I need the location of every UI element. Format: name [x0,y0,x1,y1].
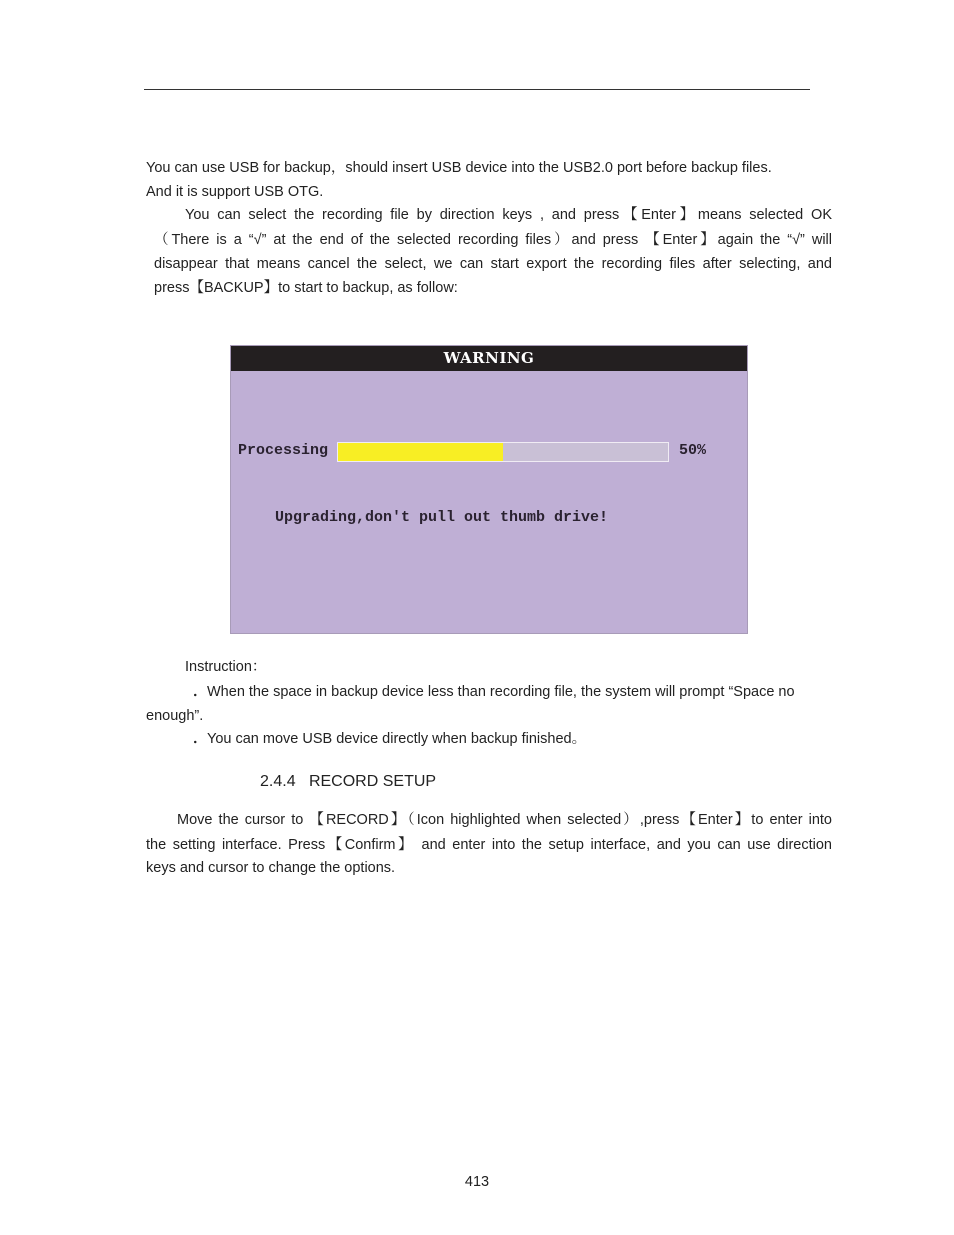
instruction-item-2 [193,727,586,751]
bullet-1: ． [193,684,208,700]
dialog-title: WARNING [231,346,747,371]
section-number: 2.4.4 [260,773,296,790]
page-number: 413 [464,1174,490,1190]
intro-paragraph-line-1: You can select the recording file by direction keys , and press【Enter】means selected OK [185,207,832,223]
progress-percent: 50% [679,442,707,459]
processing-label: Processing [238,442,329,459]
instruction-item-2-text: You can move USB device directly when backup finished。 [207,731,587,747]
instruction-item-1-text: When the space in backup device less than recording file, the system will prompt “Space no [207,684,795,700]
instruction-item-1 [193,680,795,704]
section-title: RECORD SETUP [308,773,437,790]
instruction-item-1-cont: enough”. [146,708,204,724]
intro-line-2: And it is support USB OTG. [146,184,324,200]
dialog-message: Upgrading,don't pull out thumb drive! [275,509,609,526]
intro-paragraph-line-4: press【BACKUP】to start to backup, as follow: [154,280,458,296]
header-rule [144,89,810,90]
intro-paragraph-line-2: （There is a “√” at the end of the selected recording files）and press 【Enter】again the “√” will [154,232,832,248]
section-line-1: Move the cursor to 【RECORD】（Icon highlighted when selected）,press【Enter】to enter into [177,812,832,828]
section-heading [260,770,436,794]
section-line-3: keys and cursor to change the options. [146,860,396,876]
intro-paragraph-line-3: disappear that means cancel the select, we can start export the recording files after selecting, and [154,256,832,272]
bullet-2: ． [193,731,208,747]
progress-bar [337,442,669,462]
instruction-label: Instruction： [185,659,267,675]
section-line-2: the setting interface. Press【Confirm】 and enter into the setup interface, and you can use direction [146,837,832,853]
progress-bar-fill [338,443,503,461]
warning-dialog [230,345,748,634]
intro-line-1: You can use USB for backup，should insert USB device into the USB2.0 port before backup files. [146,160,772,176]
